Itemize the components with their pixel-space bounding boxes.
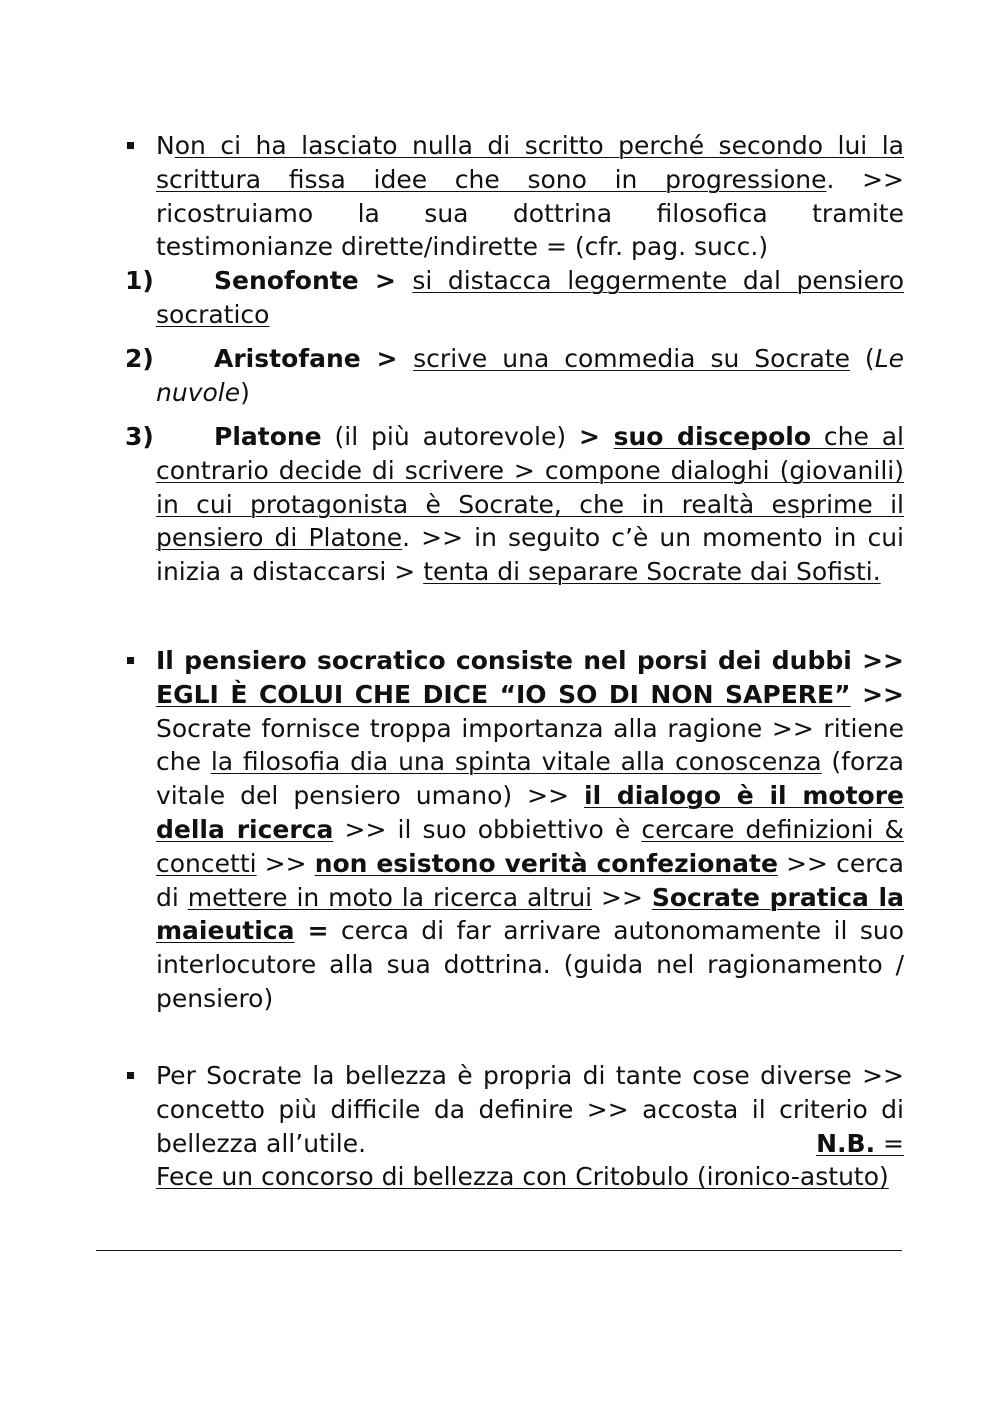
p2-s8: >> il suo obbiettivo è — [333, 814, 642, 844]
p2-s9: cercare definizioni & concetti — [156, 814, 904, 878]
item-1 — [156, 264, 904, 332]
p2-s6: (forza vitale del pensiero umano) >> — [156, 747, 904, 811]
paragraph-1 — [156, 129, 904, 264]
p2-s4: Socrate fornisce troppa importanza alla ragione >> ritiene che — [156, 713, 904, 777]
item-2-sep: > — [360, 344, 414, 373]
item-3-text-3: tenta di separare Socrate dai Sofisti. — [423, 557, 881, 587]
item-1-number: 1) — [125, 266, 154, 295]
p2-s10: >> — [256, 848, 315, 878]
p3-s1: Per Socrate la bellezza è propria di tante cose diverse >> concetto più difficile da definire >> accosta il criterio di bellezza all’utile. — [156, 1061, 904, 1158]
item-2-paren-close: ) — [240, 377, 250, 407]
p3-main — [156, 1059, 904, 1160]
p1-underlined: on ci ha lasciato nulla di scritto perché secondo lui la scrittura fissa idee che sono in progressione — [156, 131, 904, 194]
item-2-work: Le nuvole — [156, 344, 904, 407]
p1-rest: . >> ricostruiamo la sua dottrina filosofica tramite testimonianze dirette/indirette = (cfr. pag. succ.) — [156, 164, 904, 262]
item-3-name: Platone — [214, 422, 322, 451]
item-1-sep: > — [358, 266, 413, 295]
p2-s5: la filosofia dia una spinta vitale alla conoscenza — [210, 747, 822, 777]
p2-s12: >> cerca di — [156, 848, 905, 912]
p2-s3: >> — [850, 679, 904, 709]
item-3-sep: > — [579, 422, 614, 451]
item-1-name: Senofonte — [214, 266, 359, 295]
paragraph-2 — [156, 644, 904, 1016]
p1-initial: N — [156, 131, 175, 160]
item-3 — [156, 420, 904, 589]
item-2-paren-open: ( — [849, 344, 875, 373]
item-2-name: Aristofane — [214, 344, 361, 373]
p2-s17: cerca di far arrivare autonomamente il suo interlocutore alla sua dottrina. (guida nel ragionamento / pensiero) — [156, 916, 904, 1013]
item-1-text: si distacca leggermente dal pensiero socratico — [156, 266, 904, 329]
item-3-disciple: suo discepolo — [613, 422, 811, 451]
item-2 — [156, 342, 904, 410]
bullet-icon — [127, 1072, 134, 1079]
p2-s13: mettere in moto la ricerca altrui — [187, 882, 593, 912]
p2-s11: non esistono verità confezionate — [314, 848, 778, 878]
item-3-number: 3) — [125, 422, 154, 451]
p2-s7: il dialogo è il motore della ricerca — [156, 781, 904, 844]
item-3-text-2: . >> in seguito c’è un momento in cui inizia a distaccarsi > — [156, 523, 904, 587]
bullet-icon — [127, 657, 134, 664]
footer-divider — [96, 1250, 902, 1251]
p3-note — [156, 1160, 904, 1194]
item-2-text: scrive una commedia su Socrate — [413, 344, 850, 373]
p2-s14: >> — [592, 882, 652, 912]
p2-s1: Il pensiero socratico consiste nel porsi dei dubbi >> — [156, 646, 904, 675]
item-2-number: 2) — [125, 344, 154, 373]
paragraph-3 — [156, 1059, 904, 1194]
bullet-icon — [127, 142, 134, 149]
p2-s15: Socrate pratica la maieutica — [156, 882, 904, 946]
p3-s2: Fece un concorso di bellezza con Critobulo (ironico-astuto) — [156, 1162, 889, 1192]
item-3-text-1: che al contrario decide di scrivere > compone dialoghi (giovanili) in cui protagonista è Socrate, che in realtà esprime il pensiero di Platone — [156, 422, 904, 553]
p2-s16: = — [294, 916, 329, 946]
p3-nb: N.B. — [816, 1128, 876, 1158]
item-3-note: (il più autorevole) — [321, 422, 579, 451]
p2-s2: EGLI È COLUI CHE DICE “IO SO DI NON SAPERE” — [156, 679, 851, 709]
p3-eq: = — [875, 1128, 904, 1158]
